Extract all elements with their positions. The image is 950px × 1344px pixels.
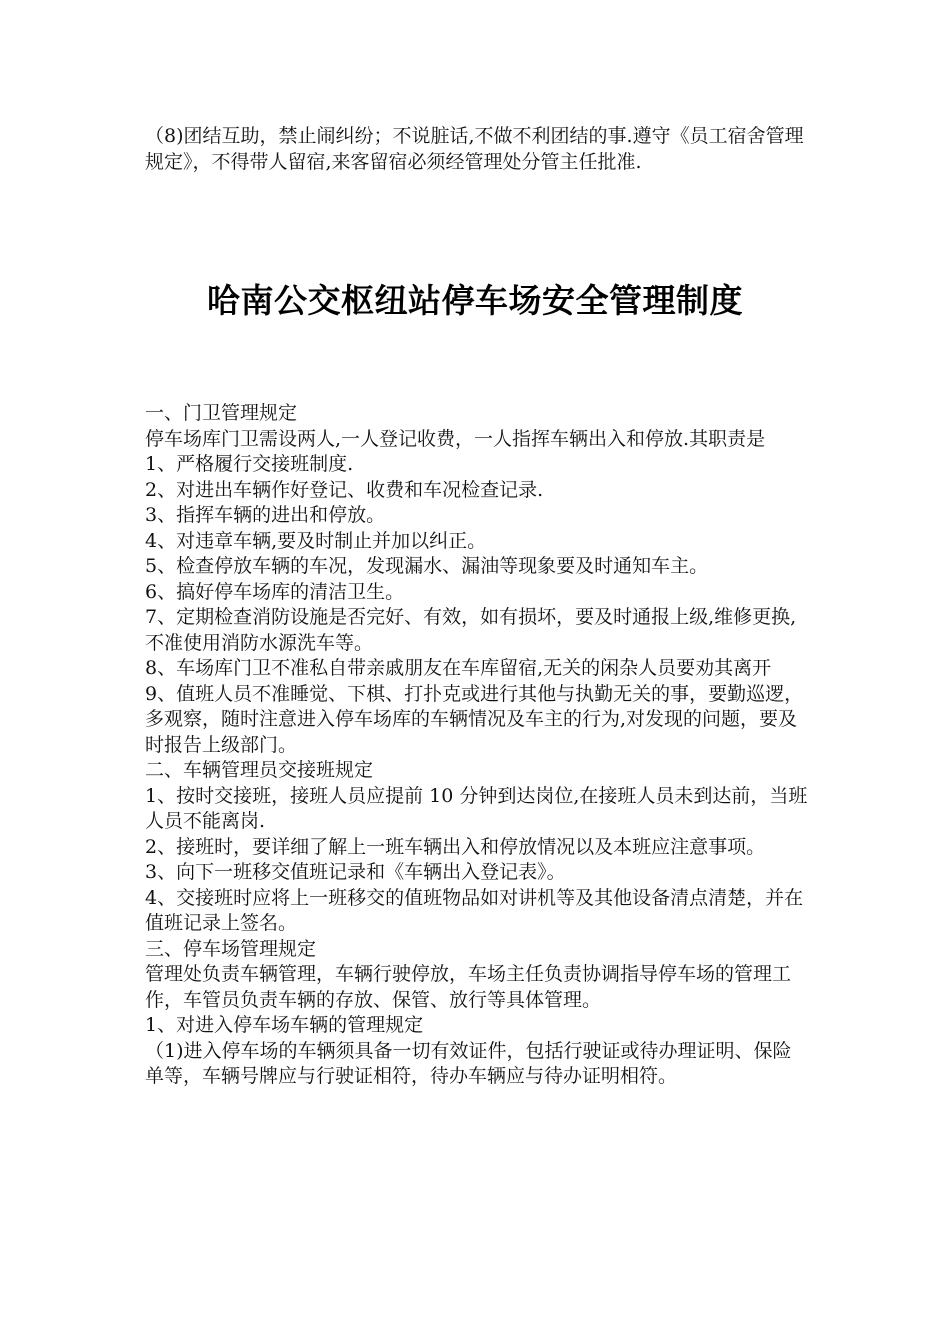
section-heading-shift-handover: 二、车辆管理员交接班规定	[145, 759, 374, 781]
list-item: 4、对违章车辆,要及时制止并加以纠正。	[145, 529, 487, 552]
list-item: 2、对进出车辆作好登记、收费和车况检查记录.	[145, 478, 544, 501]
intro-paragraph: （8)团结互助，禁止闹纠纷；不说脏话,不做不利团结的事.遵守《员工宿舍管理规定》，不得带人留宿,来客留宿必须经管理处分管主任批准.	[145, 125, 804, 173]
list-item: 8、车场库门卫不准私自带亲戚朋友在车库留宿,无关的闲杂人员要劝其离开	[145, 657, 772, 679]
list-item: 3、指挥车辆的进出和停放。	[145, 504, 386, 526]
list-item: 1、严格履行交接班制度.	[145, 453, 354, 475]
list-item: 3、向下一班移交值班记录和《车辆出入登记表》。	[145, 861, 566, 883]
list-item: 1、对进入停车场车辆的管理规定	[145, 1014, 424, 1036]
document-title: 哈南公交枢纽站停车场安全管理制度	[207, 281, 743, 320]
list-item: 4、交接班时应将上一班移交的值班物品如对讲机等及其他设备清点清楚，并在值班记录上签名。	[145, 886, 804, 934]
list-item: 9、值班人员不准睡觉、下棋、打扑克或进行其他与执勤无关的事，要勤巡逻，多观察，随时注意进入停车场库的车辆情况及车主的行为,对发现的问题，要及时报告上级部门。	[145, 682, 804, 756]
list-item: 6、搞好停车场库的清洁卫生。	[145, 580, 405, 603]
list-item: 1、按时交接班，接班人员应提前 10 分钟到达岗位,在接班人员未到达前，当班人员不能离岗.	[145, 784, 808, 832]
section-heading-gatekeeper: 一、门卫管理规定	[145, 402, 298, 424]
paragraph: 管理处负责车辆管理，车辆行驶停放，车场主任负责协调指导停车场的管理工作，车管员负责车辆的存放、保管、放行等具体管理。	[145, 963, 792, 1011]
intro-section	[145, 124, 810, 175]
list-item: 5、检查停放车辆的车况，发现漏水、漏油等现象要及时通知车主。	[145, 555, 709, 577]
paragraph: 停车场库门卫需设两人,一人登记收费，一人指挥车辆出入和停放.其职责是	[145, 427, 766, 450]
list-item: 7、定期检查消防设施是否完好、有效，如有损坏，要及时通报上级,维修更换,不准使用消防水源洗车等。	[145, 606, 797, 654]
list-item: 2、接班时，要详细了解上一班车辆出入和停放情况以及本班应注意事项。	[145, 835, 766, 858]
document-body	[145, 401, 810, 1090]
section-heading-parking-lot: 三、停车场管理规定	[145, 937, 317, 960]
list-item: （1)进入停车场的车辆须具备一切有效证件，包括行驶证或待办理证明、保险单等，车辆号牌应与行驶证相符，待办车辆应与待办证明相符。	[145, 1039, 792, 1087]
